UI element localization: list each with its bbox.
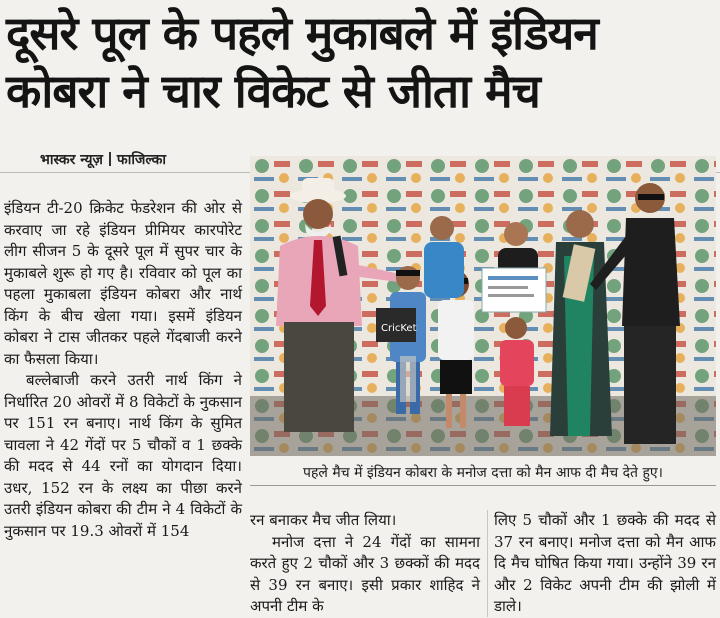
headline-line-2: कोबरा ने चार विकेट से जीता मैच (6, 64, 540, 118)
article-paragraph: रन बनाकर मैच जीत लिया। (250, 511, 397, 529)
photo-illustration (250, 156, 716, 456)
article-paragraph: इंडियन टी-20 क्रिकेट फेडरेशन की ओर से करवाए जा रहे इंडियन प्रीमियर कारपोरेट लीग सीजन 5 के दूसरे पूल में सुपर चार के मुकाबले शुरू हो गए है। रविवार को पूल का पहला मुकाबला इंडियन कोबरा और नार्थ किंग के बीच खेला गया। इसमें इंडियन कोबरा ने टास जीतकर पहले गेंदबाजी करने का फैसला किया। (4, 199, 242, 368)
article-paragraph: बल्लेबाजी करने उतरी नार्थ किंग ने निर्धारित 20 ओवरों में 8 विकेटों के नुकसान पर 151 रन बनाए। नार्थ किंग के सुमित चावला ने 42 गेंदों पर 5 चौकों व 1 छक्के की मदद से 44 रनों का योगदान दिया। उधर, 152 रन के लक्ष्य का पीछा करने उतरी इंडियन कोबरा की टीम ने 4 विकेटों के नुकसान पर 19.3 ओवरों में 154 (4, 371, 242, 540)
headline-line-1: दूसरे पूल के पहले मुकाबले में इंडियन (6, 6, 598, 60)
byline-place: फाजिल्का (116, 152, 167, 168)
photo-caption: पहले मैच में इंडियन कोबरा के मनोज दत्ता को मैन आफ दी मैच देते हुए। (250, 456, 716, 490)
article-column-3 (494, 510, 716, 618)
byline (40, 150, 166, 169)
column-divider (487, 510, 488, 617)
byline-source: भास्कर न्यूज़ (40, 152, 103, 168)
article-column-2 (250, 510, 480, 618)
news-photo (250, 156, 716, 456)
woman-green (550, 210, 612, 436)
headline (6, 4, 718, 120)
article-paragraph: लिए 5 चौकों और 1 छक्के की मदद से 37 रन बनाए। मनोज दत्ता को मैन आफ दि मैच घोषित किया गया। उन्होंने 39 रन और 2 विकेट अपनी टीम की झोली में डाले। (494, 511, 716, 615)
article-column-1 (4, 198, 242, 542)
article-paragraph: मनोज दत्ता ने 24 गेंदों का सामना करते हुए 2 चौकों और 3 छक्कों की मदद से 39 रन बनाए। इसी प्रकार शाहिद ने अपनी टीम के (250, 532, 480, 615)
certificate-text: CricKet (381, 323, 417, 334)
byline-separator (109, 152, 111, 166)
